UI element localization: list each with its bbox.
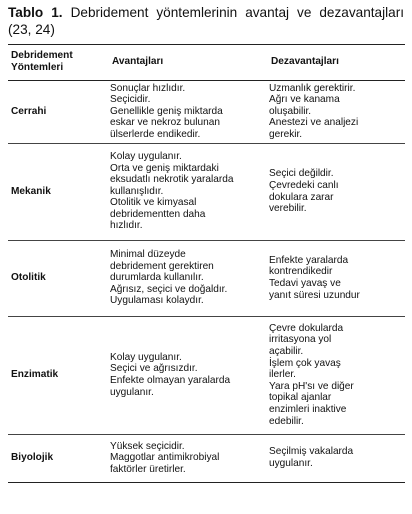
table-row bbox=[8, 143, 405, 240]
disadvantages-line: Anestezi ve analjezi bbox=[269, 117, 359, 129]
disadvantages-line: kontrendikedir bbox=[269, 266, 333, 278]
disadvantages-line: irritasyona yol bbox=[269, 334, 332, 346]
advantages-line: Ağrısız, seçici ve doğaldır. bbox=[110, 283, 228, 295]
disadvantages-line: verebilir. bbox=[269, 203, 307, 215]
method-name-cell: Enzimatik bbox=[11, 369, 59, 381]
disadvantages-line: Çevredeki canlı bbox=[269, 179, 339, 191]
advantages-line: Kolay uygulanır. bbox=[110, 150, 182, 162]
advantages-line: Orta ve geniş miktardaki bbox=[110, 162, 219, 174]
disadvantages-line: açabilir. bbox=[269, 346, 304, 358]
advantages-line: debridement gerektiren bbox=[110, 260, 214, 272]
advantages-cell bbox=[104, 240, 263, 316]
advantages-line: Kolay uygulanır. bbox=[110, 351, 182, 363]
method-name-cell: Otolitik bbox=[11, 272, 46, 284]
table-row bbox=[8, 240, 405, 316]
disadvantages-cell bbox=[263, 316, 405, 434]
advantages-line: debridementten daha bbox=[110, 208, 206, 220]
disadvantages-line: oluşabilir. bbox=[269, 105, 312, 117]
disadvantages-line: gerekir. bbox=[269, 128, 303, 140]
disadvantages-line: Seçilmiş vakalarda bbox=[269, 446, 354, 458]
advantages-line: hızlıdır. bbox=[110, 220, 143, 232]
disadvantages-line: uygulanır. bbox=[269, 458, 313, 469]
method-name-cell: Biyolojik bbox=[11, 452, 54, 464]
advantages-line: Yüksek seçicidir. bbox=[110, 440, 185, 452]
header-method-line: Debridement bbox=[11, 50, 73, 62]
table-row bbox=[8, 316, 405, 434]
advantages-line: Uygulaması kolaydır. bbox=[110, 295, 204, 307]
header-advantages: Avantajları bbox=[104, 44, 263, 80]
disadvantages-cell bbox=[263, 80, 405, 143]
disadvantages-line: Seçici değildir. bbox=[269, 168, 334, 180]
advantages-line: uygulanır. bbox=[110, 386, 154, 398]
disadvantages-line: Uzmanlık gerektirir. bbox=[269, 82, 356, 94]
advantages-line: ülserlerde endikedir. bbox=[110, 128, 201, 140]
advantages-line: Minimal düzeyde bbox=[110, 249, 186, 261]
table-row bbox=[8, 80, 405, 143]
header-disadvantages: Dezavantajları bbox=[263, 44, 405, 80]
header-method-line: Yöntemleri bbox=[11, 61, 64, 73]
disadvantages-line: enzimleri inaktive bbox=[269, 403, 347, 415]
disadvantages-line: Ağrı ve kanama bbox=[269, 94, 340, 106]
advantages-line: eksudatlı nekrotik yaralarda bbox=[110, 174, 234, 186]
disadvantages-line: Yara pH'sı ve diğer bbox=[269, 380, 354, 392]
advantages-line: faktörler üretirler. bbox=[110, 463, 186, 475]
advantages-line: eskar ve nekroz bulunan bbox=[110, 117, 220, 129]
table-row bbox=[8, 434, 405, 482]
advantages-line: Sonuçlar hızlıdır. bbox=[110, 82, 186, 94]
table-caption-label: Tablo 1. bbox=[8, 5, 63, 20]
advantages-line: Maggotlar antimikrobiyal bbox=[110, 452, 220, 464]
disadvantages-line: yanıt süresi uzundur bbox=[269, 289, 360, 301]
table-header-row bbox=[8, 44, 405, 80]
advantages-line: kullanışlıdır. bbox=[110, 185, 164, 197]
advantages-line: Otolitik ve kimyasal bbox=[110, 197, 197, 209]
advantages-line: Seçicidir. bbox=[110, 94, 151, 106]
disadvantages-line: ilerler. bbox=[269, 369, 296, 381]
disadvantages-line: dokulara zarar bbox=[269, 191, 334, 203]
advantages-cell bbox=[104, 316, 263, 434]
header-method bbox=[8, 44, 104, 80]
advantages-cell bbox=[104, 434, 263, 482]
disadvantages-cell bbox=[263, 434, 405, 482]
table-caption-text: Debridement yöntemlerinin avantaj ve dezavantajları (23, 24) bbox=[8, 5, 405, 37]
advantages-line: Genellikle geniş miktarda bbox=[110, 105, 223, 117]
disadvantages-line: Enfekte yaralarda bbox=[269, 254, 349, 266]
table-caption bbox=[8, 4, 404, 38]
method-name-cell: Mekanik bbox=[11, 185, 51, 197]
advantages-line: durumlarda kullanılır. bbox=[110, 272, 204, 284]
disadvantages-cell bbox=[263, 240, 405, 316]
advantages-line: Enfekte olmayan yaralarda bbox=[110, 375, 231, 386]
advantages-cell bbox=[104, 143, 263, 240]
method-name-cell: Cerrahi bbox=[11, 105, 47, 117]
debridement-table bbox=[8, 44, 405, 483]
advantages-line: Seçici ve ağrısızdır. bbox=[110, 363, 198, 375]
disadvantages-line: Çevre dokularda bbox=[269, 322, 344, 334]
disadvantages-line: topikal ajanlar bbox=[269, 392, 332, 404]
disadvantages-line: Tedavi yavaş ve bbox=[269, 278, 341, 289]
disadvantages-line: edebilir. bbox=[269, 415, 304, 427]
disadvantages-cell bbox=[263, 143, 405, 240]
advantages-cell bbox=[104, 80, 263, 143]
disadvantages-line: İşlem çok yavaş bbox=[269, 357, 341, 369]
